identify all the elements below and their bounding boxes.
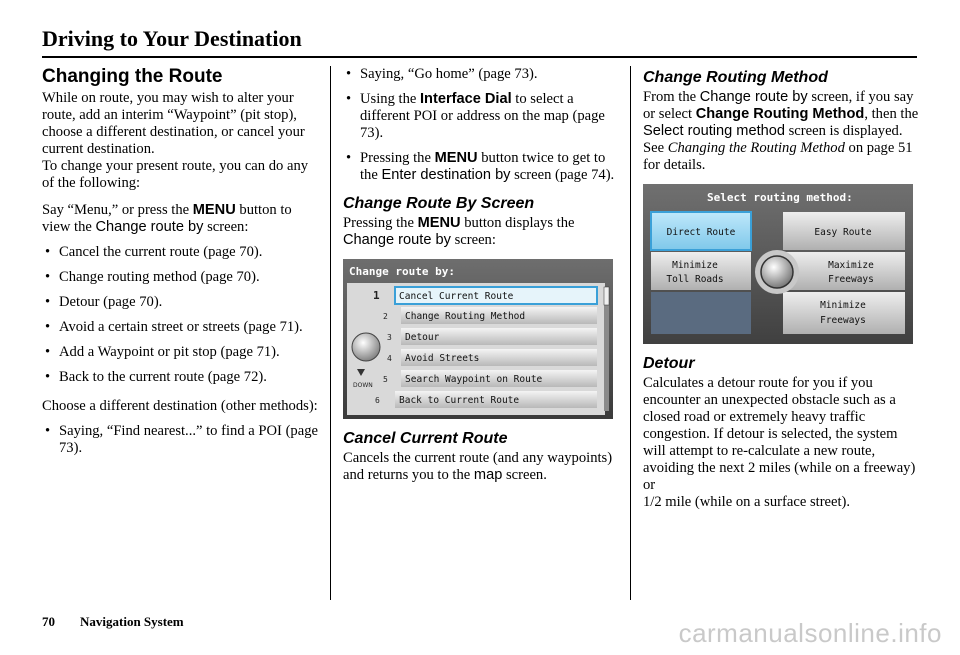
screen-ref: Change route by <box>95 219 204 235</box>
paragraph: While on route, you may wish to alter your route, add an interim “Waypoint” (pit stop), choose a different destination, or cancel your current destination. <box>42 90 305 157</box>
option-label: Maximize <box>828 260 874 271</box>
item-number: 4 <box>387 354 392 363</box>
item-number: 3 <box>387 333 392 342</box>
subsection-heading: Cancel Current Route <box>343 430 508 447</box>
option-label: Minimize <box>672 260 718 271</box>
page-title: Driving to Your Destination <box>42 26 302 51</box>
subsection-heading: Detour <box>643 355 695 372</box>
option-list <box>42 244 320 386</box>
option-label: Easy Route <box>814 227 872 238</box>
menu-item-label: Cancel Current Route <box>399 291 514 302</box>
option-label: Direct Route <box>666 227 736 238</box>
subsection-heading: Change Routing Method <box>643 69 828 86</box>
menu-button-ref: MENU <box>192 202 236 218</box>
paragraph: Cancels the current route (and any waypoints) and returns you to the map screen. <box>343 450 613 483</box>
list-item: • Detour (page 70). <box>42 294 320 311</box>
paragraph: To change your present route, you can do any of the following: <box>42 158 309 191</box>
dial-knob-icon <box>352 333 380 361</box>
watermark: carmanualsonline.info <box>678 618 942 648</box>
paragraph: Pressing the MENU button displays the Change route by screen: <box>343 215 575 248</box>
column-divider <box>330 66 331 600</box>
list-item: • Pressing the MENU button twice to get to the Enter destination by screen (page 74). <box>343 150 621 184</box>
paragraph: Calculates a detour route for you if you encounter an unexpected obstacle such as a closed road or extremely heavy traffic congestion. If detour is selected, the system will attempt to re-calculate a new route, avoiding the next 2 miles (while on a freeway) or <box>643 375 916 493</box>
option-label: Freeways <box>828 274 874 285</box>
screen-title: Change route by: <box>349 265 455 278</box>
option-label: Minimize <box>820 300 866 311</box>
menu-item-label: Avoid Streets <box>405 353 480 364</box>
item-number: 5 <box>383 375 388 384</box>
list-item: • Add a Waypoint or pit stop (page 71). <box>42 344 320 361</box>
menu-item-label: Detour <box>405 332 440 343</box>
list-item: • Saying, “Go home” (page 73). <box>343 66 621 83</box>
list-item: • Avoid a certain street or streets (page 71). <box>42 319 320 336</box>
column-divider <box>630 66 631 600</box>
list-item: • Saying, “Find nearest...” to find a POI (page 73). <box>42 423 320 457</box>
paragraph: 1/2 mile (while on a surface street). <box>643 494 851 510</box>
column-1 <box>42 66 320 465</box>
title-rule <box>42 56 917 58</box>
list-item: • Change routing method (page 70). <box>42 269 320 286</box>
column-3 <box>643 66 923 511</box>
menu-item-label: Back to Current Route <box>399 395 520 406</box>
menu-item-label: Search Waypoint on Route <box>405 374 543 385</box>
column-2 <box>343 66 621 484</box>
item-number: 1 <box>373 289 380 302</box>
screen-title: Select routing method: <box>707 191 853 204</box>
list-item: • Cancel the current route (page 70). <box>42 244 320 261</box>
scrollbar-thumb <box>604 287 609 305</box>
list-item: • Using the Interface Dial to select a different POI or address on the map (page 73). <box>343 91 621 142</box>
list-item: • Back to the current route (page 72). <box>42 369 320 386</box>
option-label: Toll Roads <box>666 274 724 285</box>
paragraph: From the Change route by screen, if you say or select Change Routing Method, then the Select routing method screen is displayed. See Changing the Routing Method on page 51 for details. <box>643 89 919 173</box>
dial-knob-icon <box>761 256 793 288</box>
section-heading: Changing the Route <box>42 66 223 87</box>
down-label: DOWN <box>353 382 373 389</box>
change-route-by-screen <box>343 259 613 419</box>
subsection-heading: Change Route By Screen <box>343 195 535 212</box>
footer-label: Navigation System <box>80 614 184 629</box>
select-routing-method-screen <box>643 184 913 344</box>
page-number: 70 <box>42 614 55 629</box>
item-number: 2 <box>383 312 388 321</box>
item-number: 6 <box>375 396 380 405</box>
paragraph: Choose a different destination (other methods): <box>42 398 318 414</box>
paragraph: Say “Menu,” or press the MENU button to view the Change route by screen: <box>42 202 292 235</box>
menu-item-label: Change Routing Method <box>405 311 526 322</box>
option-label: Freeways <box>820 315 866 326</box>
